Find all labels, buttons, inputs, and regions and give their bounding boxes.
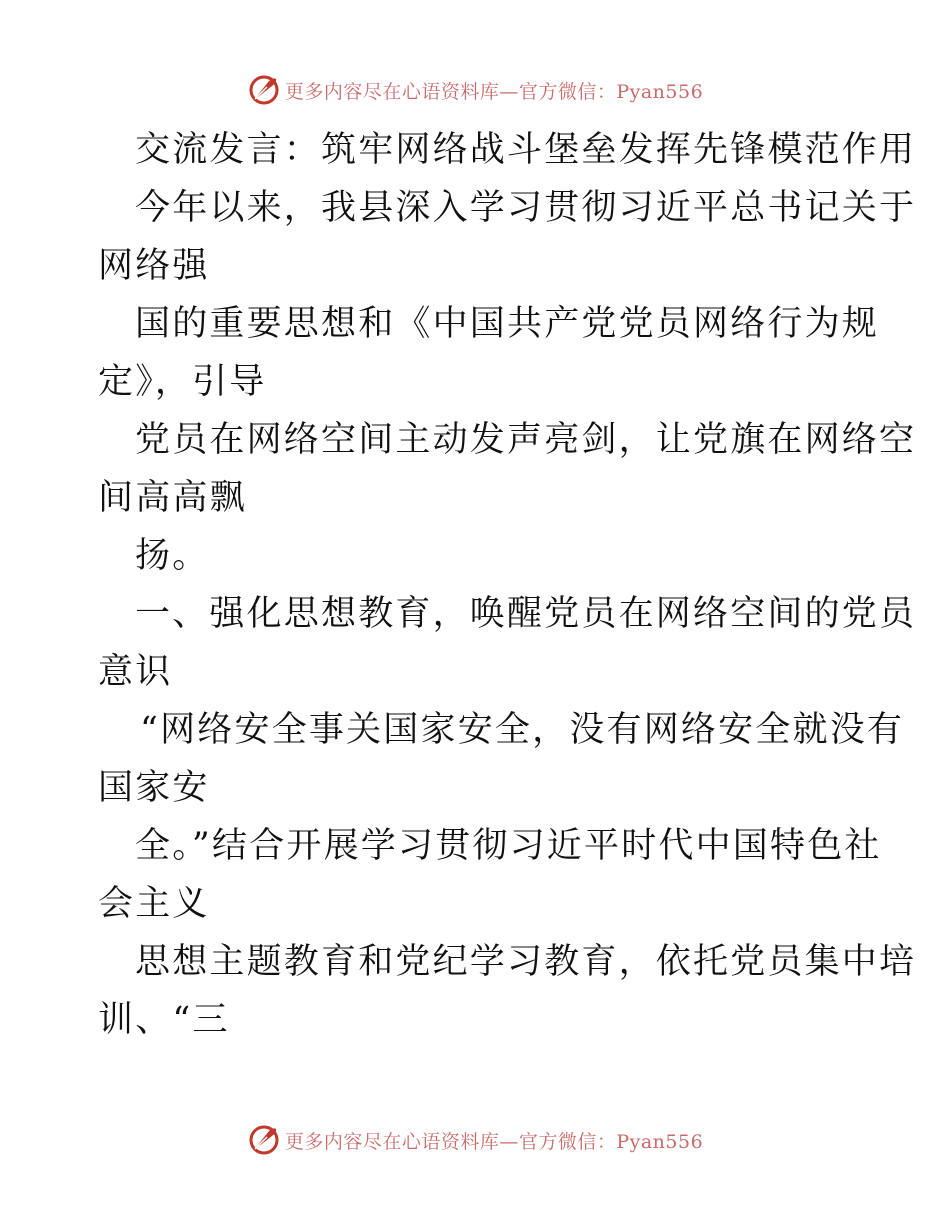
footer-banner [0, 1120, 950, 1160]
section-heading: 一、强化思想教育，唤醒党员在网络空间的党员 [135, 594, 917, 634]
quote-line: “网络安全事关国家安全，没有网络安全就没有 [140, 710, 905, 750]
paragraph-line: 定》，引导 [98, 362, 267, 402]
feather-pen-logo-icon [247, 73, 281, 107]
paragraph-line: 今年以来，我县深入学习贯彻习近平总书记关于 [135, 188, 917, 228]
footer-banner-text: 更多内容尽在心语资料库—官方微信：Pyan556 [284, 1130, 704, 1153]
paragraph-line: 国的重要思想和《中国共产党党员网络行为规 [135, 304, 880, 344]
paragraph-line: 全。”结合开展学习贯彻习近平时代中国特色社 [135, 826, 882, 866]
header-banner-text: 更多内容尽在心语资料库—官方微信：Pyan556 [284, 80, 704, 103]
paragraph-line: 思想主题教育和党纪学习教育，依托党员集中培 [135, 942, 917, 982]
paragraph-line: 党员在网络空间主动发声亮剑，让党旗在网络空 [135, 420, 917, 460]
paragraph-line: 间高高飘 [98, 478, 247, 518]
paragraph-line: 国家安 [98, 768, 210, 808]
paragraph-line: 网络强 [98, 246, 210, 286]
document-body [98, 121, 917, 1049]
section-heading-continuation: 意识 [98, 652, 173, 692]
feather-pen-logo-icon [247, 1123, 281, 1157]
header-banner [0, 70, 950, 110]
document-title: 交流发言：筑牢网络战斗堡垒发挥先锋模范作用 [135, 130, 917, 170]
paragraph-line: 训、“三 [98, 1000, 230, 1040]
paragraph-line: 会主义 [98, 884, 210, 924]
paragraph-line: 扬。 [135, 536, 210, 576]
